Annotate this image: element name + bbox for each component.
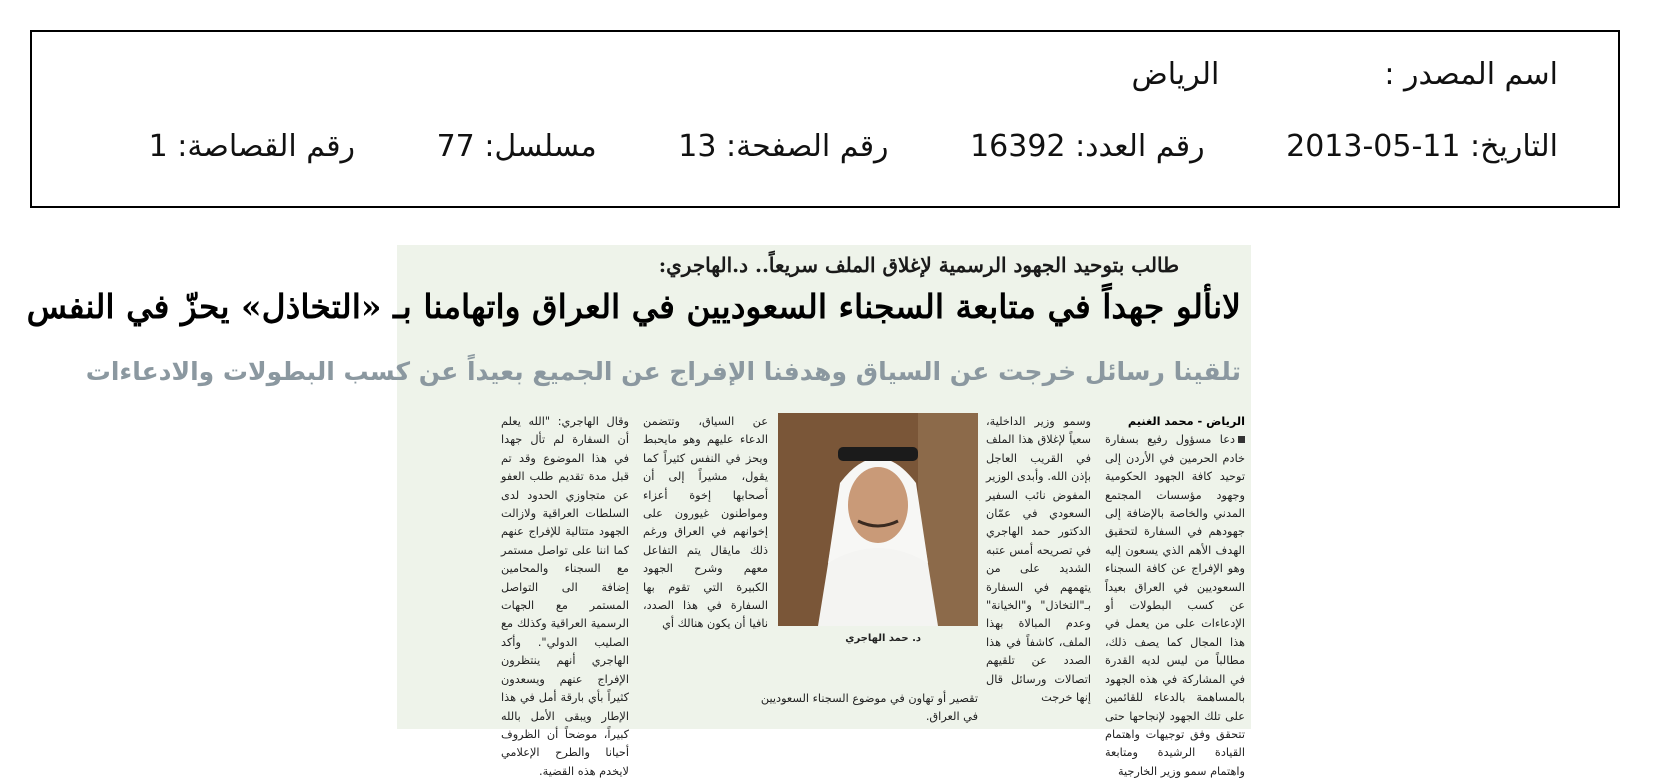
portrait-illustration [778,413,978,626]
clip-label: رقم القصاصة: [177,129,356,164]
page-value: 13 [678,129,717,164]
issue-label: رقم العدد: [1075,129,1205,164]
serial-label: مسلسل: [484,129,597,164]
column-2-text: وسمو وزير الداخلية، سعياً لإغلاق هذا الملف في القريب العاجل بإذن الله. وأبدى الوزير المفوض نائب السفير السعودي في عمّان الدكتور حمد الهاجري في تصريحه أمس عتبه الشديد على من يتهمهم في السفارة بـ"التخاذل" و"الخيانة" وعدم المبالاة بهذا الملف، كاشفاً في هذا الصدد عن تلقيهم اتصالات ورسائل قال إنها خرجت [986,415,1091,705]
column-3-text: عن السياق، وتتضمن الدعاء عليهم وهو مايحبط ويحز في النفس كثيراً كما يقول، مشيراً إلى أن أصحابها إخوة أعزاء ومواطنون غيورون على إخوانهم في العراق ورغم ذلك مايقال يتم التفاعل معهم وشرح الجهود الكبيرة التي تقوم بها السفارة في هذا الصدد، نافيا أن يكون هنالك أي [643,415,768,631]
portrait-photo [778,413,978,626]
date-label: التاريخ: [1470,129,1558,164]
article-column-3 [643,413,768,725]
source-row [1132,56,1558,94]
source-value: الرياض [1131,57,1220,92]
issue-value: 16392 [970,129,1066,164]
article-byline: الرياض - محمد الغنيم [1127,415,1245,428]
source-info-box [30,30,1620,208]
date-value: 2013-05-11 [1286,129,1461,164]
column-4-text: وقال الهاجري: "الله يعلم أن السفارة لم تأل جهدا في هذا الموضوع وقد تم قبل مدة تقديم طلب العفو عن متجاوزي الحدود لدى السلطات العراقية ولازالت الجهود متتالية للإفراج عنهم كما اننا على تواصل مستمر مع السجناء والمحامين إضافة الى التواصل المستمر مع الجهات الرسمية العراقية وكذلك مع الصليب الدولي". وأكد الهاجري أنهم ينتظرون الإفراج عنهم ويسعدون كثيراً بأي بارقة أمل في هذا الإطار ويبقى الأمل بالله كبيراً، موضحاً أن الظروف أحيانا والطرح الإعلامي لايخدم هذه القضية. [501,415,629,778]
article-subheadline: تلقينا رسائل خرجت عن السياق وهدفنا الإفراج عن الجميع بعيداً عن كسب البطولات والادعاءات [85,357,1241,386]
photo-caption: د. حمد الهاجري [845,633,921,644]
page-label: رقم الصفحة: [725,129,889,164]
article-column-1 [1105,413,1245,778]
clip-value: 1 [148,129,168,164]
serial-value: 77 [436,129,475,164]
meta-row [149,128,1558,166]
article-column-4 [501,413,629,778]
article-kicker: طالب بتوحيد الجهود الرسمية لإغلاق الملف سريعاً.. د.الهاجري: [658,253,1179,277]
bullet-icon [1238,436,1245,443]
source-label: اسم المصدر : [1384,57,1558,92]
article-headline: لانألو جهداً في متابعة السجناء السعوديين في العراق واتهامنا بـ «التخاذل» يحزّ في النفس [26,287,1241,326]
bottom-line-text: تقصير أو تهاون في موضوع السجناء السعوديين في العراق. [760,692,978,724]
article-column-2 [986,413,1091,725]
column-1-text: دعا مسؤول رفيع بسفارة خادم الحرمين في الأردن إلى توحيد كافة الجهود الحكومية وجهود مؤسسات المجتمع المدني والخاصة بالإضافة إلى جهودهم في السفارة لتحقيق الهدف الأهم الذي يسعون إليه وهو الإفراج عن كافة السجناء السعوديين في العراق بعيداً عن كسب البطولات أو الإدعاءات على من يعمل في هذا المجال كما يصف ذلك، مطالباً من ليس لديه القدرة في المشاركة في هذه الجهود بالمساهمة بالدعاء للقائمين على تلك الجهود لإنجاحها حتى تتحقق وفق توجيهات واهتمام القيادة الرشيدة ومتابعة واهتمام سمو وزير الخارجية [1105,433,1245,778]
newspaper-clipping [26,245,1251,778]
